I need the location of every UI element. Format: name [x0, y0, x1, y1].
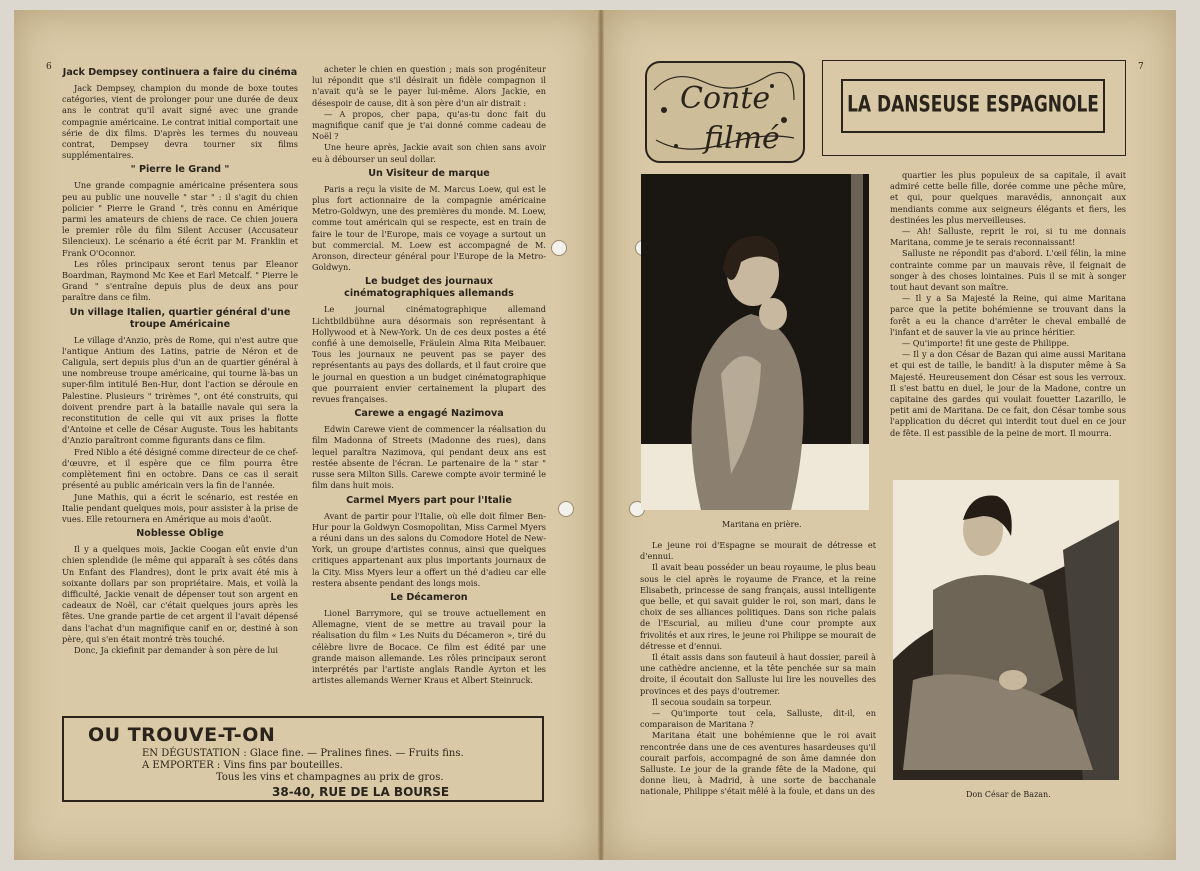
story-paragraph: — Qu'importe tout cela, Salluste, dit-il, en comparaison de Maritana ?	[640, 708, 876, 730]
caption-maritana: Maritana en prière.	[722, 520, 802, 529]
article-paragraph: Les rôles principaux seront tenus par Eleanor Boardman, Raymond Mc Kee et Earl Metcalf. " Pierre le Grand " s'entraîne depuis plus de deux ans pour paraître dans ce film.	[62, 258, 298, 303]
ad-address: 38-40, RUE DE LA BOURSE	[272, 785, 450, 799]
story-paragraph: — Ah! Salluste, reprit le roi, si tu me donnais Maritana, comme je te serais reconnaissant!	[890, 226, 1126, 248]
story-paragraph: — Qu'importe! fit une geste de Philippe.	[902, 338, 1070, 349]
story-title: LA DANSEUSE ESPAGNOLE	[847, 92, 1099, 118]
article-heading: Un Visiteur de marque	[368, 167, 490, 179]
left-column-1	[62, 64, 298, 712]
article-heading: Le budget des journaux cinématographiques allemands	[344, 276, 514, 300]
photo-maritana	[641, 174, 869, 510]
logo-word-filme: filmé	[704, 121, 780, 156]
right-column-2	[890, 170, 1126, 454]
article-paragraph: Fred Niblo a été désigné comme directeur de ce chef-d'œuvre, et il espère que ce film pourra être complètement fini en octobre. Dans ce cas il serait présenté au public américain vers la fin de l'année.	[62, 446, 298, 491]
article-paragraph: Avant de partir pour l'Italie, où elle doit filmer Ben-Hur pour la Goldwyn Cosmopolitan, Miss Carmel Myers a réuni dans un des salons du Comodore Hotel de New-York, un groupe d'artistes connus, ainsi que quelques critiques appartenant aux plus importants journaux de la City. Miss Myers leur a offert un thé d'adieu car elle restera absente pendant des longs mois.	[312, 510, 546, 588]
article-paragraph: Une grande compagnie américaine présentera sous peu au public une nouvelle " star " : il s'agit du chien policier " Pierre le Grand ", très connu en Amérique parmi les amateurs de chiens de race. Ce chien jouera le premier rôle du film Silent Accuser (Accusateur Silencieux). Le scénario a été écrit par M. Franklin et Frank O'Oconnor.	[62, 180, 298, 258]
article-heading: Le Décameron	[390, 591, 468, 603]
ad-line-1: EN DÉGUSTATION : Glace fine. — Pralines fines. — Fruits fins.	[142, 748, 464, 759]
article-paragraph: June Mathis, qui a écrit le scénario, est restée en Italie pendant quelques mois, pour assister à la prise de vues. Elle retournera en Amérique au mois d'août.	[62, 491, 298, 524]
right-column-1	[640, 540, 876, 804]
story-paragraph: Il secoua soudain sa torpeur.	[652, 696, 772, 707]
punch-hole	[551, 240, 567, 256]
article-paragraph: — A propos, cher papa, qu'as-tu donc fait du magnifique canif que je t'ai donné comme cadeau de Noël ?	[312, 108, 546, 142]
article-heading: Jack Dempsey continuera a faire du cinéma	[62, 67, 298, 78]
ad-line-3: Tous les vins et champagnes au prix de gros.	[216, 772, 444, 783]
article-heading: " Pierre le Grand "	[130, 164, 230, 176]
article-paragraph: Le village d'Anzio, près de Rome, qui n'est autre que l'antique Antium des Latins, patrie de Néron et de Caligula, sert depuis plus d'un an de quartier général à une nombreuse troupe américaine, qui tourne là-bas un super-film intitulé Ben-Hur, dont l'action se déroule en Palestine. Plusieurs " trirèmes ", ont été construits, qui doivent prendre part à la bataille navale qui sera la reconstitution de celle qui vit aux prises la flotte d'Antoine et celle de César Auguste. Tous les habitants d'Anzio paraîtront comme figurants dans ce film.	[62, 334, 298, 446]
article-paragraph: Donc, Ja ckiefinit par demander à son père de lui	[74, 644, 278, 655]
story-paragraph: — Il y a Sa Majesté la Reine, qui aime Maritana parce que la petite bohémienne se trouvant dans la forêt a eu la chance d'arrêter le cheval emballé de l'infant et de sauver la vie au prince héritier.	[890, 293, 1126, 337]
article-heading: Un village Italien, quartier général d'une troupe Américaine	[69, 306, 291, 330]
advertisement-box	[62, 716, 544, 802]
conte-filme-logo	[644, 60, 806, 164]
story-paragraph: Salluste ne répondit pas d'abord. L'œil félin, la mine contrainte comme par un mauvais rêve, il feignait de songer à des choses lointaines. Puis il se mit à songer tout haut devant son maître.	[890, 248, 1126, 293]
article-heading: Carewe a engagé Nazimova	[354, 408, 504, 420]
article-heading: Carmel Myers part pour l'Italie	[346, 494, 512, 506]
article-paragraph: Edwin Carewe vient de commencer la réalisation du film Madonna of Streets (Madonne des rues), dans lequel paraîtra Nazimova, qui pendant deux ans est restée absente de l'écran. Le partenaire de la " star " russe sera Milton Sills. Carewe compte avoir terminé le film dans huit mois.	[312, 424, 546, 491]
article-paragraph: Il y a quelques mois, Jackie Coogan eût envie d'un chien splendide (le même qui apparaît à ses côtés dans Un Enfant des Flandres), dont le prix avait été mis à soixante dollars par son propriétaire. Mais, et voilà la difficulté, Jackie venait de dépenser tout son argent en cadeaux de Noël, car c'était quelques jours après les fêtes. Une grande partie de cet argent il l'avait dépensé dans l'achat d'un magnifique canif en or, destiné à son père, qui s'en était montré très touché.	[62, 544, 298, 644]
logo-word-conte: Conte	[680, 81, 771, 116]
story-paragraph: Maritana était une bohémienne que le roi avait rencontrée dans une de ces aventures hasardeuses qu'il courait parfois, accompagné de son âme damnée don Salluste. Le jour de la grande fête de la Madone, qui donne lieu, à Madrid, à une sorte de bacchanale nationale, Philippe s'était mêlé à la foule, et dans un des	[640, 730, 876, 797]
article-paragraph: Lionel Barrymore, qui se trouve actuellement en Allemagne, vient de se mettre au travail pour la réalisation du film « Les Nuits du Décameron », tiré du célèbre livre de Bocace. Ce film est édité par une grande maison allemande. Les rôles principaux seront interprétés par l'artiste anglais Randle Ayrton et les artistes allemands Werner Kraus et Albert Steinruck.	[312, 607, 546, 686]
article-paragraph: Paris a reçu la visite de M. Marcus Loew, qui est le plus fort actionnaire de la compagnie américaine Metro-Goldwyn, une des premières du monde. M. Loew, comme tout américain qui se respecte, est en train de faire le tour de l'Europe, mais ce voyage a surtout un but commercial. M. Loew est accompagné de M. Aronson, directeur général pour l'Europe de la Metro-Goldwyn.	[312, 183, 546, 273]
article-heading: Noblesse Oblige	[136, 528, 224, 540]
story-paragraph: Le jeune roi d'Espagne se mourait de détresse et d'ennui.	[640, 540, 876, 562]
ad-line-2: A EMPORTER : Vins fins par bouteilles.	[142, 760, 343, 771]
punch-hole	[558, 501, 574, 517]
photo-don-cesar	[893, 480, 1119, 780]
article-paragraph: Jack Dempsey, champion du monde de boxe toutes catégories, vient de prolonger pour une durée de deux ans le contrat qu'il avait signé avec une grande compagnie américaine. Le contrat initial comportait une série de dix films. D'après les termes du nouveau contrat, Dempsey devra tourner six films supplémentaires.	[62, 83, 298, 161]
left-column-2	[312, 64, 546, 708]
story-paragraph: Il était assis dans son fauteuil à haut dossier, pareil à une cathèdre ancienne, et la tête penchée sur sa main droite, il écoutait don Salluste lui lire les nouvelles des provinces et des pays d'outremer.	[640, 652, 876, 696]
caption-don-cesar: Don César de Bazan.	[966, 790, 1051, 799]
story-paragraph: Il avait beau posséder un beau royaume, le plus beau sous le ciel après le royaume de France, et la reine Elisabeth, princesse de sang français, aussi intelligente que belle, et qui savait guider le roi, son mari, dans le choix de ses alliances politiques. Dans son riche palais de l'Escurial, au milieu d'une cour prompte aux frivolités et aux rires, le jeune roi Philippe se mourait de détresse et d'ennui.	[640, 562, 876, 651]
story-paragraph: quartier les plus populeux de sa capitale, il avait admiré cette belle fille, dorée comme une pêche mûre, et qui, pour quelques maravédis, annonçait aux mendiants comme aux seigneurs élégants et fiers, les destinées les plus merveilleuses.	[890, 170, 1126, 225]
page-number-right: 7	[1138, 62, 1144, 72]
article-paragraph: Le journal cinématographique allemand Lichtbildbühne aura désormais son représentant à Hollywood et à New-York. Un de ces deux postes a été confié à une demoiselle, Fräulein Alma Rita Meibauer. Tous les journaux ne peuvent pas se payer des représentants au pays des dollards, et il faut croire que le journal en question a un budget cinématographique que pourraient envier certainement la plupart des revues françaises.	[312, 304, 546, 405]
article-paragraph: acheter le chien en question ; mais son progéniteur lui répondit que s'il désirait un fidèle compagnon il n'avait qu'à se le payer lui-même. Alors Jackie, en désespoir de cause, dit à son père d'un air distrait :	[312, 64, 546, 108]
article-paragraph: Une heure après, Jackie avait son chien sans avoir eu à débourser un seul dollar.	[312, 142, 546, 164]
story-paragraph: — Il y a don César de Bazan qui aime aussi Maritana et qui est de taille, le bandit! à la disputer même à Sa Majesté. Heureusement don César est sous les verroux. Il s'est battu en duel, le jour de la Madone, contre un capitaine des gardes qui voulait fouetter Lazarillo, le petit ami de Maritana. De ce fait, don César tombe sous l'application du décret qui interdit tout duel en ce jour de fête. Il est passible de la peine de mort. Il mourra.	[890, 349, 1126, 438]
page-number-left: 6	[46, 62, 52, 72]
story-title-box	[822, 60, 1126, 156]
ad-title: OU TROUVE-T-ON	[88, 724, 276, 746]
